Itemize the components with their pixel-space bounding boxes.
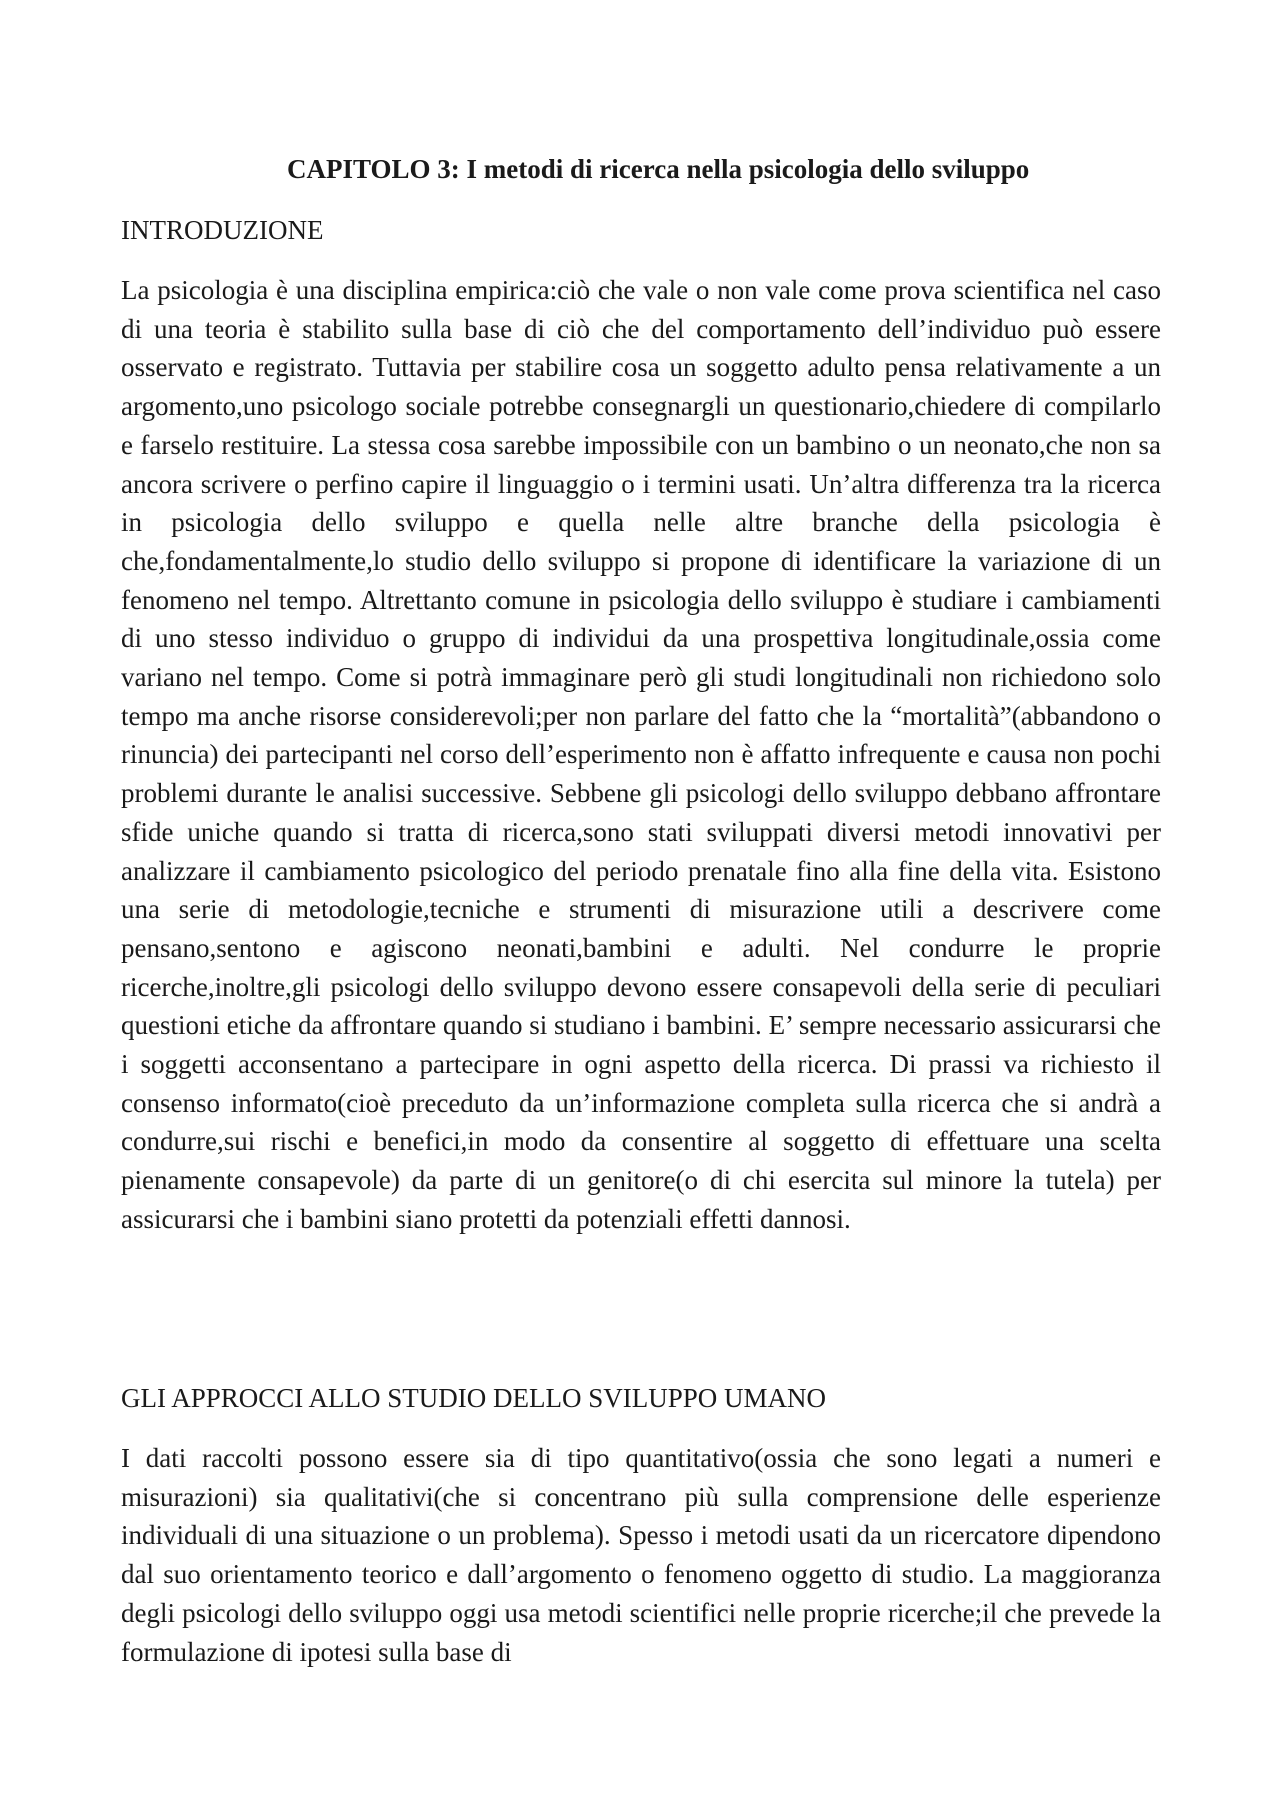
section-heading-approcci: GLI APPROCCI ALLO STUDIO DELLO SVILUPPO UMANO xyxy=(121,1383,827,1413)
section-heading-introduzione: INTRODUZIONE xyxy=(121,215,324,245)
chapter-title: CAPITOLO 3: I metodi di ricerca nella psicologia dello sviluppo xyxy=(287,154,1030,184)
paragraph-introduzione: La psicologia è una disciplina empirica:ciò che vale o non vale come prova scientifica nel caso di una teoria è stabilito sulla base di ciò che del comportamento dell’individuo può essere osservato e registrato. Tuttavia per stabilire cosa un soggetto adulto pensa relativamente a un argomento,uno psicologo sociale potrebbe consegnargli un questionario,chiedere di compilarlo e farselo restituire. La stessa cosa sarebbe impossibile con un bambino o un neonato,che non sa ancora scrivere o perfino capire il linguaggio o i termini usati. Un’altra differenza tra la ricerca in psicologia dello sviluppo e quella nelle altre branche della psicologia è che,fondamentalmente,lo studio dello sviluppo si propone di identificare la variazione di un fenomeno nel tempo. Altrettanto comune in psicologia dello sviluppo è studiare i cambiamenti di uno stesso individuo o gruppo di individui da una prospettiva longitudinale,ossia come variano nel tempo. Come si potrà immaginare però gli studi longitudinali non richiedono solo tempo ma anche risorse considerevoli;per non parlare del fatto che la “mortalità”(abbandono o rinuncia) dei partecipanti nel corso dell’esperimento non è affatto infrequente e causa non pochi problemi durante le analisi successive. Sebbene gli psicologi dello sviluppo debbano affrontare sfide uniche quando si tratta di ricerca,sono stati sviluppati diversi metodi innovativi per analizzare il cambiamento psicologico del periodo prenatale fino alla fine della vita. Esistono una serie di metodologie,tecniche e strumenti di misurazione utili a descrivere come pensano,sentono e agiscono neonati,bambini e adulti. Nel condurre le proprie ricerche,inoltre,gli psicologi dello sviluppo devono essere consapevoli della serie di peculiari questioni etiche da affrontare quando si studiano i bambini. E’ sempre necessario assicurarsi che i soggetti acconsentano a partecipare in ogni aspetto della ricerca. Di prassi va richiesto il consenso informato(cioè preceduto da un’informazione completa sulla ricerca che si andrà a condurre,sui rischi e benefici,in modo da consentire al soggetto di effettuare una scelta pienamente consapevole) da parte di un genitore(o di chi esercita sul minore la tutela) per assicurarsi che i bambini siano protetti da potenziali effetti dannosi. xyxy=(121,275,1161,1234)
paragraph-approcci: I dati raccolti possono essere sia di tipo quantitativo(ossia che sono legati a numeri e misurazioni) sia qualitativi(che si concentrano più sulla comprensione delle esperienze individuali di una situazione o un problema). Spesso i metodi usati da un ricercatore dipendono dal suo orientamento teorico e dall’argomento o fenomeno oggetto di studio. La maggioranza degli psicologi dello sviluppo oggi usa metodi scientifici nelle proprie ricerche;il che prevede la formulazione di ipotesi sulla base di xyxy=(121,1443,1161,1667)
